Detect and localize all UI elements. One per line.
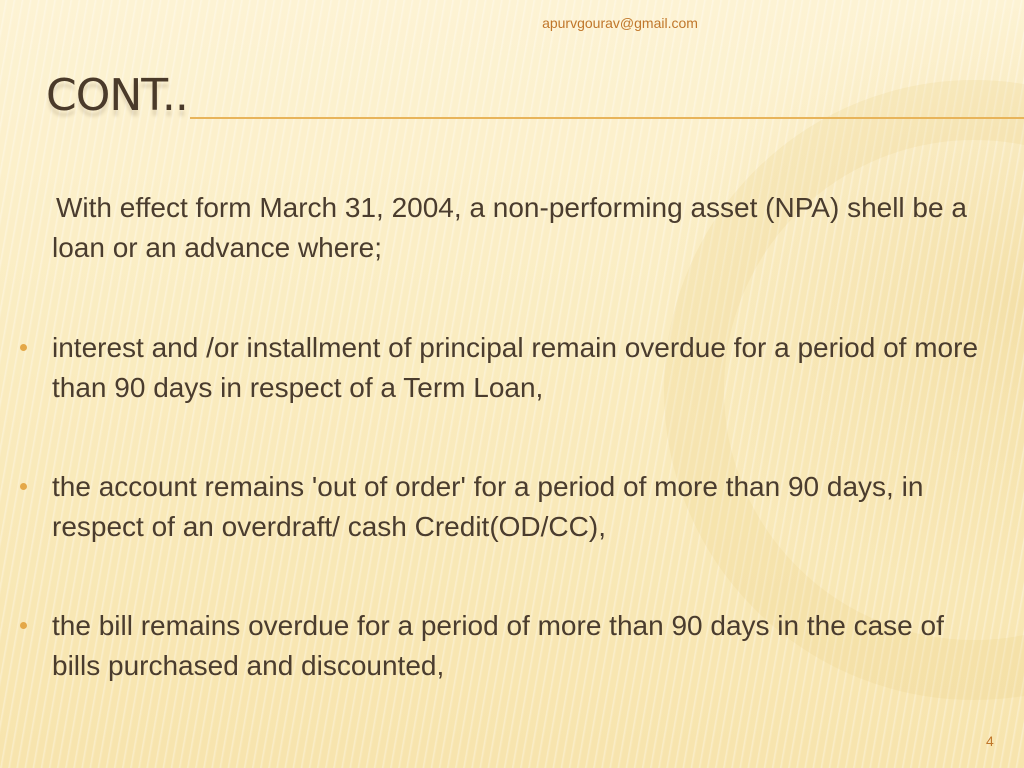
slide-body <box>50 188 980 745</box>
bullet-item-1 <box>50 328 980 408</box>
bullet-text: interest and /or installment of principal remain overdue for a period of more than 90 days in respect of a Term Loan, <box>52 332 979 403</box>
bullet-text: the account remains 'out of order' for a period of more than 90 days, in respect of an overdraft/ cash Credit(OD/CC), <box>52 471 924 542</box>
bullet-item-2 <box>50 467 980 547</box>
bullet-item-3 <box>50 606 980 686</box>
bullet-dot-icon <box>20 483 27 490</box>
bullet-dot-icon <box>20 622 27 629</box>
title-underline <box>190 117 1024 119</box>
page-number: 4 <box>986 733 994 749</box>
author-email: apurvgourav@gmail.com <box>542 15 698 31</box>
slide-title: CONT.. <box>46 70 188 121</box>
bullet-text: the bill remains overdue for a period of more than 90 days in the case of bills purchased and discounted, <box>52 610 944 681</box>
intro-text: With effect form March 31, 2004, a non-performing asset (NPA) shell be a loan or an advance where; <box>52 192 967 263</box>
bullet-dot-icon <box>20 344 27 351</box>
intro-paragraph <box>50 188 980 268</box>
